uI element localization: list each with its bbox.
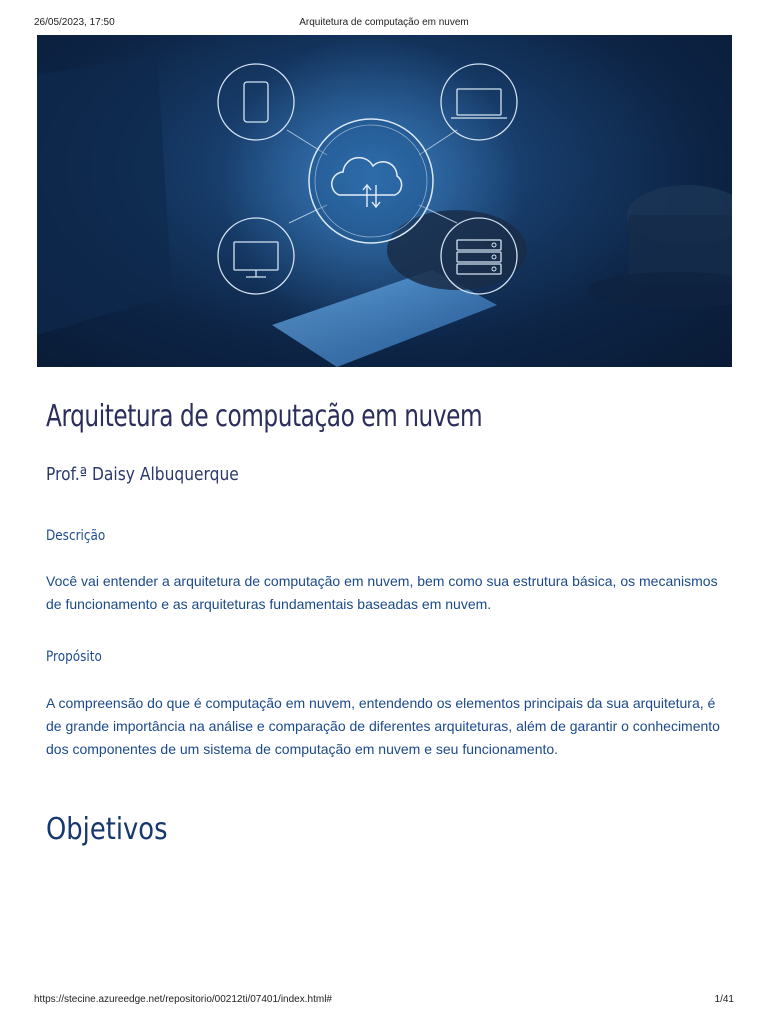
cloud-sync-icon (309, 119, 433, 243)
print-footer (34, 994, 734, 1008)
section-heading-proposito: Propósito (46, 649, 102, 665)
objectives-heading: Objetivos (46, 812, 168, 847)
section-heading-descricao: Descrição (46, 528, 106, 544)
hero-image (37, 35, 732, 367)
page-counter: 1/41 (714, 994, 734, 1005)
section-text-descricao: Você vai entender a arquitetura de computação em nuvem, bem como sua estrutura básica, os mecanismos de funcionamento e as arquiteturas fundamentais baseadas em nuvem. (46, 573, 718, 612)
print-url: https://stecine.azureedge.net/repositorio/00212ti/07401/index.html# (34, 994, 332, 1005)
section-text-proposito: A compreensão do que é computação em nuvem, entendendo os elementos principais da sua arquitetura, é de grande importância na análise e comparação de diferentes arquiteturas, além de garantir o conhecimento dos componentes de um sistema de computação em nuvem e seu funcionamento. (46, 695, 720, 757)
print-title: Arquitetura de computação em nuvem (299, 17, 469, 28)
print-datetime: 26/05/2023, 17:50 (34, 17, 115, 28)
document-content (46, 390, 728, 847)
document-title: Arquitetura de computação em nuvem (46, 399, 483, 434)
print-header (34, 17, 734, 31)
document-author: Prof.ª Daisy Albuquerque (46, 464, 239, 485)
